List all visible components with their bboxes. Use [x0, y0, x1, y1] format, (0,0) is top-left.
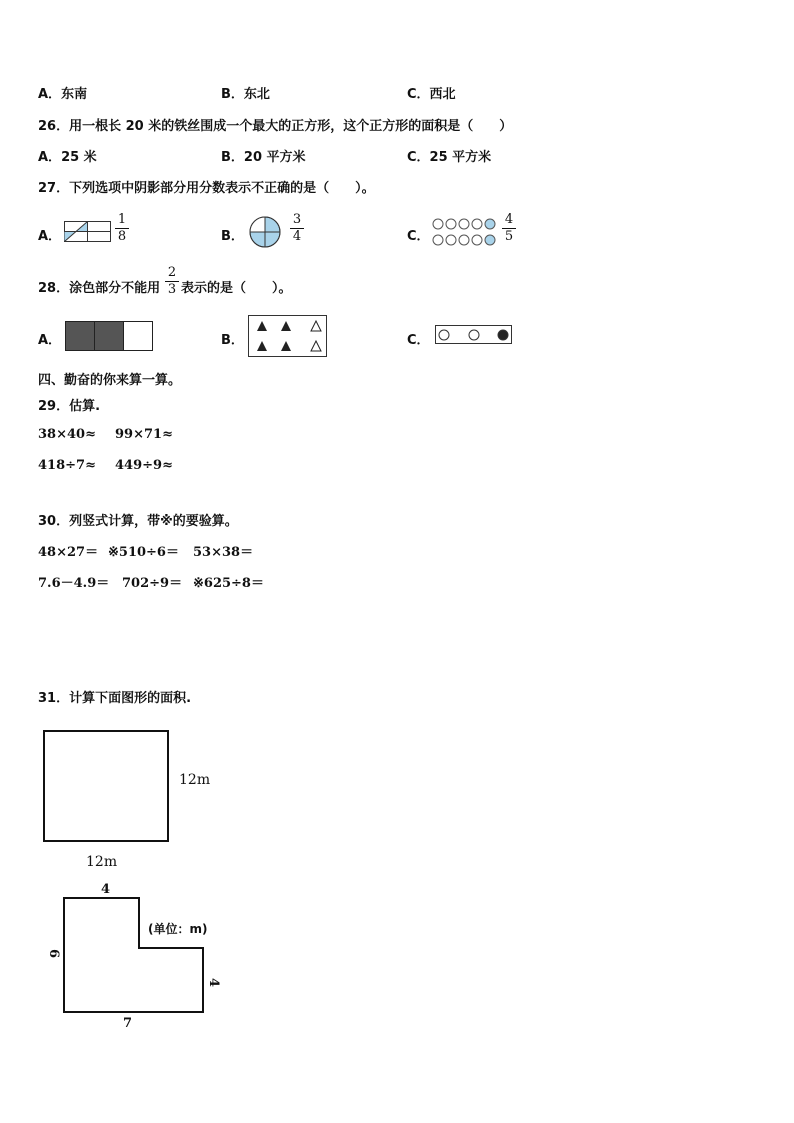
q31-stem: 31．计算下面图形的面积.: [38, 691, 192, 706]
q30-item-5: 702÷9＝: [122, 576, 183, 591]
q27-b-fraction: 3 4: [290, 213, 304, 244]
q27-stem: 27．下列选项中阴影部分用分数表示不正确的是（ ）。: [38, 181, 375, 196]
q31-square-figure: [43, 730, 171, 844]
q25-option-c: C．西北: [407, 87, 456, 102]
q28-option-b-letter: B．: [221, 333, 244, 348]
q31-l-shape-right-label: 4: [206, 977, 222, 988]
q29-item-1: 38×40≈: [38, 427, 96, 442]
q30-item-2: ※510÷6＝: [108, 545, 179, 560]
q28-fraction: 2 3: [165, 266, 179, 297]
q28-b-triangles-figure: [248, 315, 328, 358]
section-4-title: 四、勤奋的你来算一算。: [38, 373, 182, 388]
q28-stem-before: 28．涂色部分不能用: [38, 281, 161, 296]
q26-option-a: A．25 米: [38, 150, 97, 165]
q28-a-bar-figure: [65, 321, 153, 351]
q31-square-bottom-label: 12m: [86, 854, 118, 870]
q26-option-c: C．25 平方米: [407, 150, 492, 165]
q25-option-b: B．东北: [221, 87, 270, 102]
q30-item-6: ※625÷8＝: [193, 576, 264, 591]
q28-stem-after: 表示的是（ ）。: [181, 281, 292, 296]
q25-option-a: A．东南: [38, 87, 88, 102]
q30-stem: 30．列竖式计算，带※的要验算。: [38, 514, 238, 529]
q27-option-c-letter: C．: [407, 229, 430, 244]
q31-l-shape-left-label: 6: [46, 948, 62, 959]
q27-c-fraction: 4 5: [502, 213, 516, 244]
q31-l-shape-unit-label: (单位：m): [148, 922, 208, 936]
q26-stem: 26．用一根长 20 米的铁丝围成一个最大的正方形，这个正方形的面积是（ ）: [38, 119, 513, 134]
q30-item-4: 7.6－4.9＝: [38, 576, 110, 591]
q26-option-b: B．20 平方米: [221, 150, 306, 165]
q29-item-3: 418÷7≈: [38, 458, 96, 473]
q27-b-circle-figure: [249, 216, 283, 250]
q27-option-a-letter: A．: [38, 229, 62, 244]
q29-stem: 29．估算.: [38, 399, 101, 414]
q31-square-side-label: 12m: [179, 772, 211, 788]
q27-a-fraction: 1 8: [115, 213, 129, 244]
q28-option-c-letter: C．: [407, 333, 430, 348]
q29-item-2: 99×71≈: [115, 427, 173, 442]
q29-item-4: 449÷9≈: [115, 458, 173, 473]
q27-c-circles-figure: [432, 217, 498, 247]
q28-c-circles-figure: [435, 325, 513, 345]
q30-item-1: 48×27＝: [38, 545, 99, 560]
q30-item-3: 53×38＝: [193, 545, 254, 560]
q27-option-b-letter: B．: [221, 229, 244, 244]
q27-a-rectangle-figure: [64, 221, 112, 243]
q31-l-shape-top-label: 4: [101, 882, 111, 897]
q28-option-a-letter: A．: [38, 333, 62, 348]
q31-l-shape-figure: [62, 896, 208, 1016]
q31-l-shape-bottom-label: 7: [123, 1016, 133, 1031]
